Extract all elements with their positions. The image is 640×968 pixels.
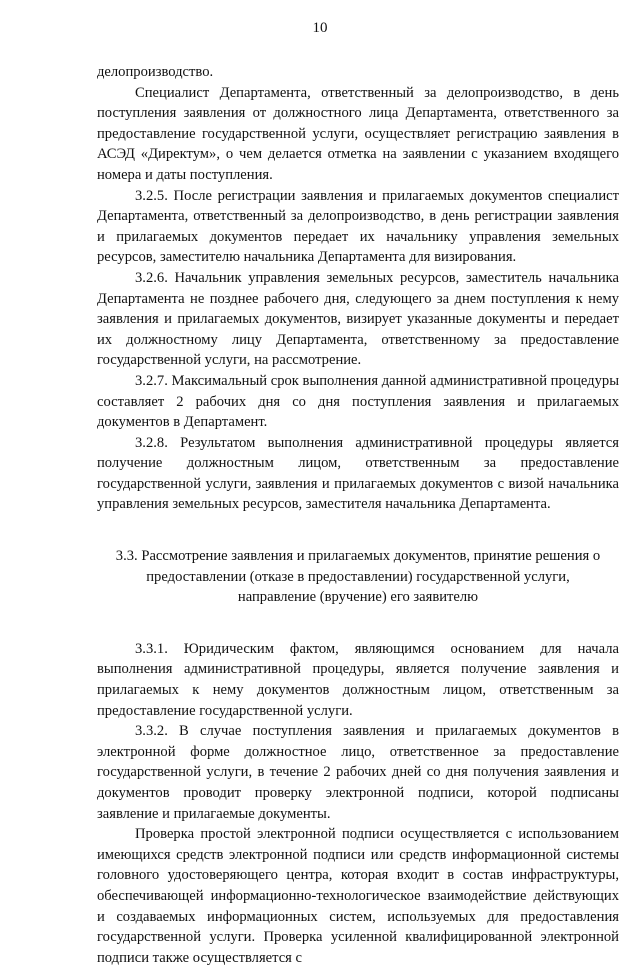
section-heading-3-3 (97, 546, 619, 608)
section-heading-line: направление (вручение) его заявителю (237, 589, 479, 606)
paragraph-3-3-1: 3.3.1. Юридическим фактом, являющимся основанием для начала выполнения административной процедуры, является получение заявления и прилагаемых к нему документов должностным лицом, ответственным за предоставление государственной услуги. (97, 640, 619, 719)
section-heading-line: 3.3. Рассмотрение заявления и прилагаемых документов, принятие решения о (115, 548, 601, 565)
paragraph-signature-check: Проверка простой электронной подписи осуществляется с использованием имеющихся средств электронной подписи или средств информационной системы головного удостоверяющего центра, которая входит в состав инфраструктуры, обеспечивающей информационно-технологическое взаимодействие действующих и создаваемых информационных систем, используемых для предоставления государственной услуги. Проверка усиленной квалифицированной электронной подписи также осуществляется с (97, 826, 619, 966)
page-number: 10 (312, 20, 328, 36)
paragraph-registration: Специалист Департамента, ответственный за делопроизводство, в день поступления заявления от должностного лица Департамента, ответственного за предоставление государственной услуги, осуществляет регистрацию заявления в АСЭД «Директум», о чем делается отметка на заявлении с указанием входящего номера и даты поступления. (97, 84, 619, 183)
paragraph-3-2-7: 3.2.7. Максимальный срок выполнения данной административной процедуры составляет 2 рабочих дня со дня поступления заявления и прилагаемых документов в Департамент. (97, 372, 619, 431)
paragraph-continuation: делопроизводство. (97, 64, 214, 80)
paragraph-3-3-2: 3.3.2. В случае поступления заявления и прилагаемых документов в электронной форме должностное лицо, ответственное за предоставление государственной услуги, в течение 2 рабочих дней со дня получения заявления и документов проводит проверку электронной подписи, которой подписаны заявление и прилагаемые документы. (97, 723, 619, 822)
paragraph-3-2-6: 3.2.6. Начальник управления земельных ресурсов, заместитель начальника Департамента не позднее рабочего дня, следующего за днем поступления к нему заявления и прилагаемых документов, визирует указанные документы и передает их должностному лицу Департамента, ответственному за предоставление государственной услуги, на рассмотрение. (97, 269, 619, 369)
paragraph-3-2-5: 3.2.5. После регистрации заявления и прилагаемых документов специалист Департамента, ответственный за делопроизводство, в день регистрации заявления и прилагаемых документов передает их начальнику управления земельных ресурсов, заместителю начальника Департамента для визирования. (97, 187, 619, 266)
section-heading-line: предоставлении (отказе в предоставлении) государственной услуги, (146, 568, 570, 585)
document-body (97, 62, 619, 968)
paragraph-3-2-8: 3.2.8. Результатом выполнения административной процедуры является получение должностным лицом, ответственным за предоставление государственной услуги, заявления и прилагаемых документов с визой начальника управления земельных ресурсов, заместителя начальника Департамента. (97, 434, 619, 513)
